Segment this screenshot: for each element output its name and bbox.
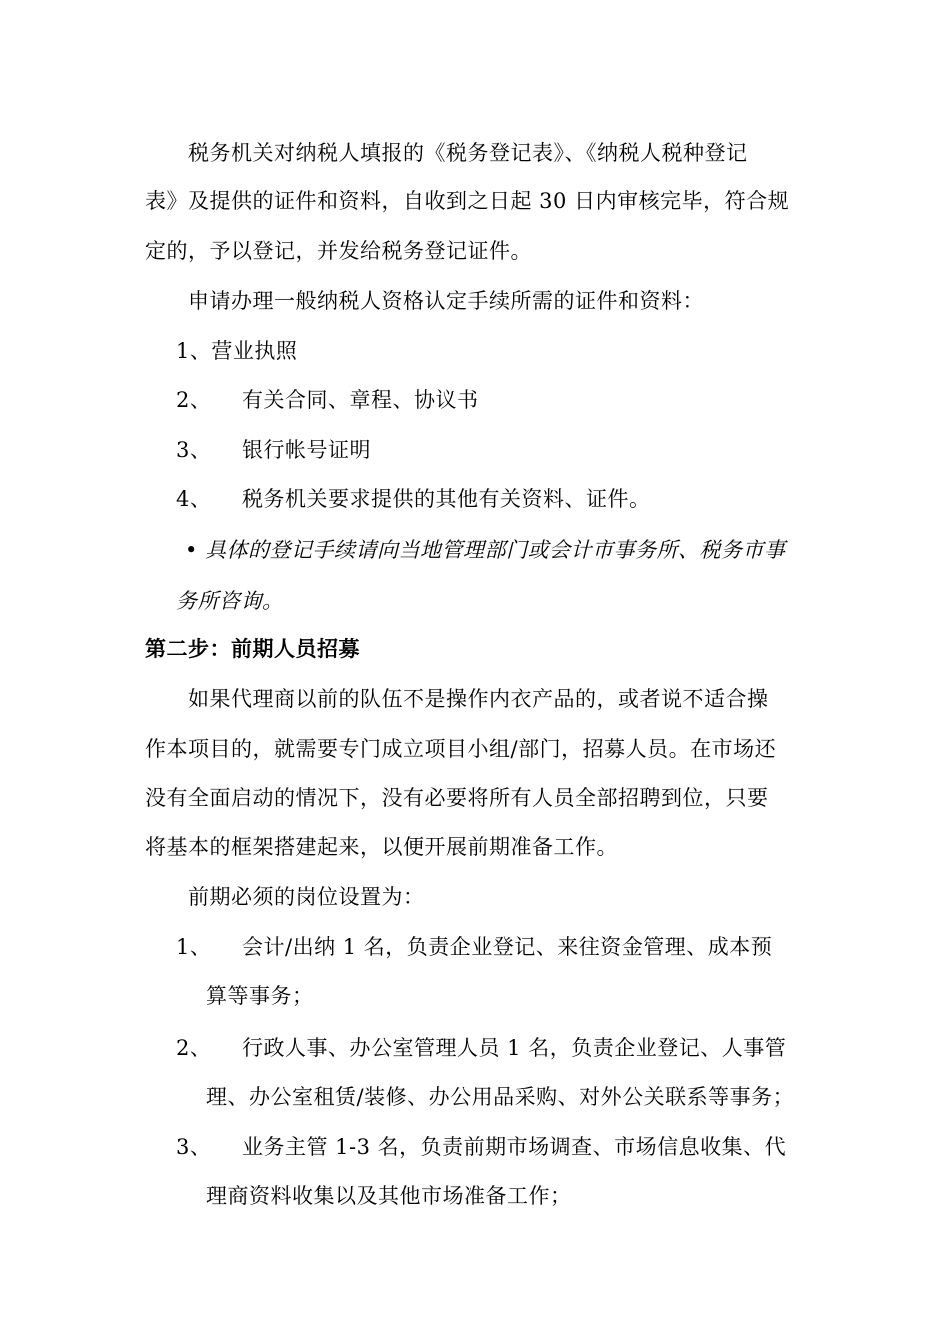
list-item-text: 税务机关要求提供的其他有关资料、证件。 (242, 487, 651, 511)
list-item (176, 484, 651, 514)
note-line: • 具体的登记手续请向当地管理部门或会计市事务所、税务市事 (185, 538, 786, 562)
list-item-number: 1、 (176, 339, 212, 363)
list-item-text: 会计/出纳 1 名，负责企业登记、来往资金管理、成本预 (242, 935, 773, 959)
list-item-text: 行政人事、办公室管理人员 1 名，负责企业登记、人事管 (242, 1036, 787, 1060)
list-item (176, 1033, 786, 1063)
list-item-number: 3、 (176, 438, 212, 462)
paragraph-line: 定的，予以登记，并发给税务登记证件。 (145, 239, 532, 263)
list-item-text: 有关合同、章程、协议书 (242, 388, 479, 412)
list-item-number: 4、 (176, 487, 212, 511)
paragraph-line: 税务机关对纳税人填报的《税务登记表》、《纳税人税种登记 (188, 141, 748, 165)
paragraph-line: 申请办理一般纳税人资格认定手续所需的证件和资料： (188, 289, 704, 313)
section-heading: 第二步：前期人员招募 (145, 637, 360, 661)
list-item-continuation: 算等事务； (206, 984, 314, 1008)
list-item-continuation: 理、办公室租赁/装修、办公用品采购、对外公关联系等事务； (206, 1085, 795, 1109)
paragraph-line: 前期必须的岗位设置为： (188, 885, 425, 909)
paragraph-line: 如果代理商以前的队伍不是操作内衣产品的，或者说不适合操 (188, 687, 769, 711)
paragraph-line: 作本项目的，就需要专门成立项目小组/部门，招募人员。在市场还 (145, 737, 777, 761)
list-item-number: 2、 (176, 1036, 212, 1060)
list-item (176, 1132, 786, 1162)
list-item-number: 3、 (176, 1135, 212, 1159)
list-item (176, 932, 772, 962)
paragraph-line: 表》及提供的证件和资料，自收到之日起 30 日内审核完毕，符合规 (145, 189, 790, 213)
note-line: 务所咨询。 (176, 589, 284, 613)
paragraph-line: 将基本的框架搭建起来，以便开展前期准备工作。 (145, 835, 618, 859)
list-item (176, 336, 297, 366)
list-item-number: 2、 (176, 388, 212, 412)
list-item-continuation: 理商资料收集以及其他市场准备工作； (206, 1184, 572, 1208)
list-item-text: 业务主管 1-3 名，负责前期市场调查、市场信息收集、代 (242, 1135, 787, 1159)
paragraph-line: 没有全面启动的情况下，没有必要将所有人员全部招聘到位，只要 (145, 786, 769, 810)
list-item-text: 营业执照 (211, 339, 298, 363)
list-item (176, 435, 371, 465)
list-item-text: 银行帐号证明 (242, 438, 371, 462)
list-item-number: 1、 (176, 935, 212, 959)
list-item (176, 385, 479, 415)
